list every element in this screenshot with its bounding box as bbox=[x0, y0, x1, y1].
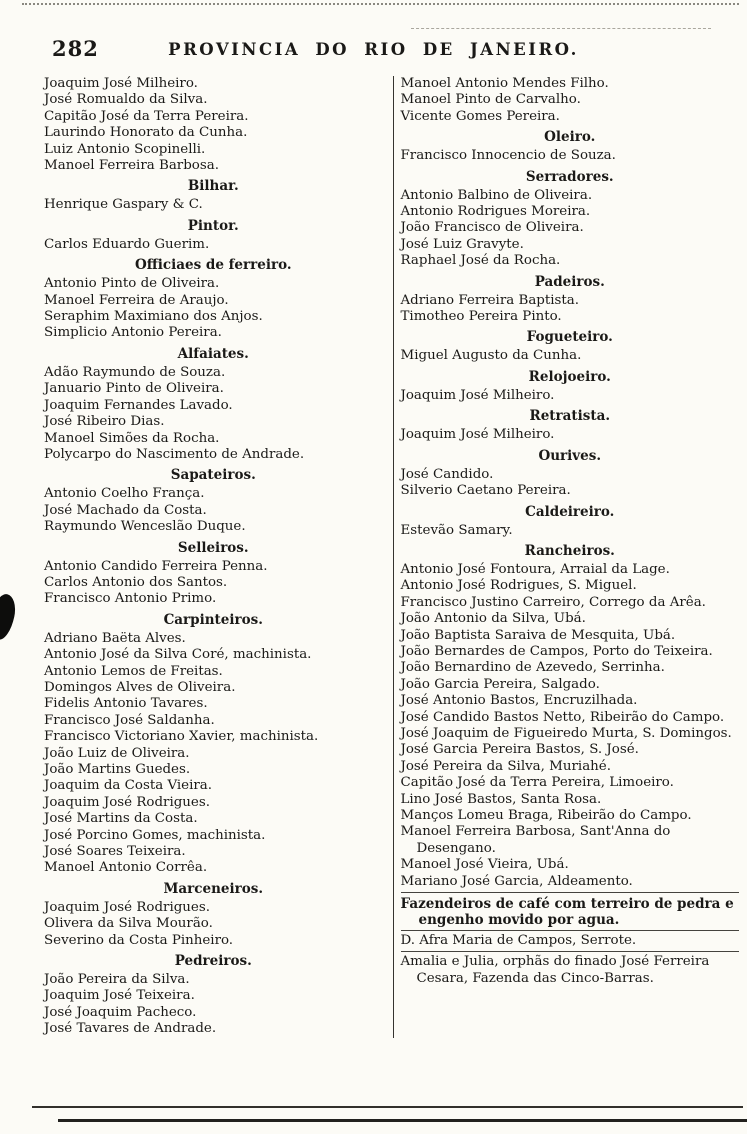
directory-entry: Raymundo Wenceslão Duque. bbox=[44, 519, 246, 535]
directory-entry: José Garcia Pereira Bastos, S. José. bbox=[400, 742, 639, 758]
page-number: 282 bbox=[52, 36, 99, 61]
trade-section bbox=[44, 76, 383, 174]
directory-entry: José Soares Teixeira. bbox=[44, 844, 186, 860]
section-divider-rule bbox=[401, 892, 740, 893]
directory-entry: Joaquim José Milheiro. bbox=[44, 76, 198, 91]
page-title: PROVINCIA DO RIO DE JANEIRO. bbox=[168, 40, 579, 59]
bottom-edge-artifact bbox=[58, 1119, 747, 1122]
trade-heading: Sapateiros. bbox=[170, 467, 256, 484]
directory-entry: José Joaquim de Figueiredo Murta, S. Domingos. bbox=[400, 725, 732, 741]
trade-heading: Fogueteiro. bbox=[526, 329, 613, 346]
trade-section bbox=[44, 540, 383, 608]
directory-entry: Luiz Antonio Scopinelli. bbox=[44, 141, 206, 157]
directory-entry: João Luiz de Oliveira. bbox=[44, 745, 190, 761]
directory-entry: José Candido. bbox=[400, 466, 494, 482]
directory-entry: D. Afra Maria de Campos, Serrote. bbox=[400, 933, 637, 949]
directory-entry: Manços Lomeu Braga, Ribeirão do Campo. bbox=[400, 808, 692, 823]
directory-entry: Antonio José Fontoura, Arraial da Lage. bbox=[400, 561, 670, 577]
directory-entry: Miguel Augusto da Cunha. bbox=[400, 348, 582, 364]
directory-entry: José Ribeiro Dias. bbox=[44, 414, 165, 430]
trade-heading: Retratista. bbox=[529, 408, 611, 425]
trade-section bbox=[401, 543, 740, 890]
directory-entry: Carlos Eduardo Guerim. bbox=[44, 236, 210, 252]
trade-section bbox=[44, 612, 383, 877]
trade-heading: Bilhar. bbox=[187, 178, 239, 195]
directory-entry: Antonio Lemos de Freitas. bbox=[44, 663, 223, 679]
directory-entry: José Machado da Costa. bbox=[44, 502, 207, 518]
directory-entry: Adriano Ferreira Baptista. bbox=[400, 292, 580, 308]
directory-entry: Capitão José da Terra Pereira. bbox=[44, 108, 249, 124]
directory-entry: Joaquim da Costa Vieira. bbox=[44, 778, 213, 794]
trade-heading: Marceneiros. bbox=[163, 880, 264, 897]
directory-entry: João Martins Guedes. bbox=[44, 762, 191, 777]
directory-entry: Manoel José Vieira, Ubá. bbox=[400, 857, 569, 873]
directory-entry: João Baptista Saraiva de Mesquita, Ubá. bbox=[400, 627, 676, 643]
directory-entry: José Romualdo da Silva. bbox=[44, 92, 208, 108]
directory-entry: Francisco Justino Carreiro, Corrego da Arêa. bbox=[400, 594, 706, 610]
directory-entry: João Garcia Pereira, Salgado. bbox=[400, 676, 600, 692]
trade-heading: Officiaes de ferreiro. bbox=[134, 257, 292, 274]
trade-heading: Relojoeiro. bbox=[528, 368, 611, 385]
trade-section bbox=[401, 369, 740, 404]
directory-entry: Januario Pinto de Oliveira. bbox=[44, 381, 224, 397]
trade-heading: Selleiros. bbox=[177, 539, 249, 556]
directory-entry: Antonio Rodrigues Moreira. bbox=[400, 204, 591, 220]
trade-section bbox=[44, 346, 383, 463]
directory-entry: Henrique Gaspary & C. bbox=[44, 197, 203, 213]
directory-entry: Silverio Caetano Pereira. bbox=[400, 483, 571, 499]
entry-divider-rule bbox=[401, 951, 740, 952]
trade-heading: Fazendeiros de café com terreiro de pedra e engenho movido por agua. bbox=[400, 896, 734, 929]
directory-entry: José Porcino Gomes, machinista. bbox=[44, 827, 266, 843]
trade-section bbox=[44, 218, 383, 253]
directory-entry: Timotheo Pereira Pinto. bbox=[400, 309, 562, 325]
right-column bbox=[394, 76, 740, 1038]
directory-entry: Domingos Alves de Oliveira. bbox=[44, 679, 236, 695]
directory-entry: Antonio Balbino de Oliveira. bbox=[400, 187, 593, 203]
trade-heading: Pedreiros. bbox=[174, 953, 252, 970]
trade-heading: Alfaiates. bbox=[177, 345, 249, 362]
directory-entry: Manoel Ferreira Barbosa. bbox=[44, 158, 219, 174]
trade-section bbox=[44, 257, 383, 342]
directory-entry: Seraphim Maximiano dos Anjos. bbox=[44, 309, 263, 325]
trade-heading: Rancheiros. bbox=[524, 542, 615, 559]
page-header bbox=[0, 36, 747, 70]
directory-entry: Manoel Ferreira de Araujo. bbox=[44, 292, 229, 308]
trade-heading: Pintor. bbox=[187, 217, 239, 234]
directory-entry: Manoel Simões da Rocha. bbox=[44, 430, 220, 446]
directory-entry: Francisco Innocencio de Souza. bbox=[400, 148, 616, 164]
directory-entry: João Francisco de Oliveira. bbox=[400, 220, 584, 236]
entry-divider-rule bbox=[401, 930, 740, 931]
left-column bbox=[44, 76, 393, 1038]
directory-entry: José Joaquim Pacheco. bbox=[44, 1004, 197, 1020]
directory-entry: Francisco José Saldanha. bbox=[44, 712, 215, 728]
trade-heading: Caldeireiro. bbox=[525, 503, 615, 520]
directory-entry: José Tavares de Andrade. bbox=[44, 1021, 217, 1037]
directory-entry: Fidelis Antonio Tavares. bbox=[44, 696, 208, 712]
scan-top-dash-artifact bbox=[411, 28, 711, 29]
directory-entry: José Martins da Costa. bbox=[44, 811, 198, 827]
directory-entry: João Bernardino de Azevedo, Serrinha. bbox=[400, 660, 665, 676]
directory-entry: Severino da Costa Pinheiro. bbox=[44, 932, 234, 948]
directory-entry: Francisco Antonio Primo. bbox=[44, 591, 217, 607]
bottom-rule-artifact bbox=[32, 1106, 743, 1108]
trade-section bbox=[44, 953, 383, 1038]
scan-top-edge-artifact bbox=[22, 3, 739, 5]
trade-section bbox=[401, 329, 740, 364]
directory-entry: Manoel Ferreira Barbosa, Sant'Anna do Desengano. bbox=[400, 824, 671, 856]
directory-entry: Manoel Antonio Corrêa. bbox=[44, 860, 208, 876]
directory-entry: Manoel Pinto de Carvalho. bbox=[400, 92, 581, 108]
directory-entry: Carlos Antonio dos Santos. bbox=[44, 574, 228, 590]
trade-section bbox=[401, 76, 740, 125]
directory-entry: José Antonio Bastos, Encruzilhada. bbox=[400, 693, 638, 709]
directory-entry: Mariano José Garcia, Aldeamento. bbox=[400, 873, 633, 889]
directory-entry: Lino José Bastos, Santa Rosa. bbox=[400, 791, 602, 807]
directory-entry: Antonio José da Silva Coré, machinista. bbox=[44, 647, 312, 663]
directory-entry: Raphael José da Rocha. bbox=[400, 253, 561, 269]
directory-entry: Joaquim José Teixeira. bbox=[44, 988, 195, 1004]
trade-section bbox=[401, 408, 740, 443]
directory-entry: Polycarpo do Nascimento de Andrade. bbox=[44, 446, 305, 462]
trade-section bbox=[401, 274, 740, 326]
directory-entry: Antonio José Rodrigues, S. Miguel. bbox=[400, 578, 637, 594]
two-column-layout bbox=[0, 70, 747, 1038]
trade-heading: Padeiros. bbox=[534, 273, 605, 290]
directory-entry: João Pereira da Silva. bbox=[44, 972, 190, 988]
directory-entry: José Candido Bastos Netto, Ribeirão do Campo. bbox=[400, 709, 725, 725]
trade-section bbox=[401, 129, 740, 164]
directory-entry: Olivera da Silva Mourão. bbox=[44, 916, 213, 932]
directory-entry: Simplicio Antonio Pereira. bbox=[44, 325, 222, 341]
directory-entry: Joaquim José Rodrigues. bbox=[44, 794, 210, 810]
trade-section bbox=[44, 178, 383, 213]
directory-entry: José Luiz Gravyte. bbox=[400, 236, 524, 252]
directory-entry: Estevão Samary. bbox=[400, 522, 513, 538]
trade-section bbox=[401, 892, 740, 987]
directory-entry: Amalia e Julia, orphãs do finado José Ferreira Cesara, Fazenda das Cinco-Barras. bbox=[400, 954, 710, 986]
trade-section bbox=[44, 467, 383, 535]
trade-heading: Oleiro. bbox=[544, 129, 596, 146]
directory-entry: José Pereira da Silva, Muriahé. bbox=[400, 758, 611, 774]
directory-entry: Manoel Antonio Mendes Filho. bbox=[400, 76, 609, 91]
trade-section bbox=[44, 881, 383, 949]
directory-entry: Antonio Candido Ferreira Penna. bbox=[44, 558, 268, 574]
directory-entry: Joaquim José Rodrigues. bbox=[44, 899, 210, 915]
trade-section bbox=[401, 504, 740, 539]
directory-entry: João Bernardes de Campos, Porto do Teixeira. bbox=[400, 643, 713, 659]
directory-entry: Joaquim José Milheiro. bbox=[400, 387, 555, 403]
directory-entry: Antonio Pinto de Oliveira. bbox=[44, 276, 220, 292]
directory-entry: Francisco Victoriano Xavier, machinista. bbox=[44, 729, 319, 745]
directory-entry: Capitão José da Terra Pereira, Limoeiro. bbox=[400, 775, 674, 791]
directory-entry: Antonio Coelho França. bbox=[44, 486, 205, 502]
trade-section bbox=[401, 169, 740, 270]
trade-heading: Ourives. bbox=[538, 447, 602, 464]
directory-entry: Joaquim Fernandes Lavado. bbox=[44, 397, 233, 413]
directory-entry: Vicente Gomes Pereira. bbox=[400, 108, 560, 124]
directory-entry: Laurindo Honorato da Cunha. bbox=[44, 125, 248, 141]
directory-entry: Adão Raymundo de Souza. bbox=[44, 364, 226, 380]
directory-entry: Adriano Baëta Alves. bbox=[44, 630, 186, 646]
directory-entry: João Antonio da Silva, Ubá. bbox=[400, 611, 586, 627]
trade-heading: Serradores. bbox=[525, 168, 614, 185]
directory-entry: Joaquim José Milheiro. bbox=[400, 427, 555, 443]
trade-section bbox=[401, 448, 740, 500]
trade-heading: Carpinteiros. bbox=[163, 611, 263, 628]
